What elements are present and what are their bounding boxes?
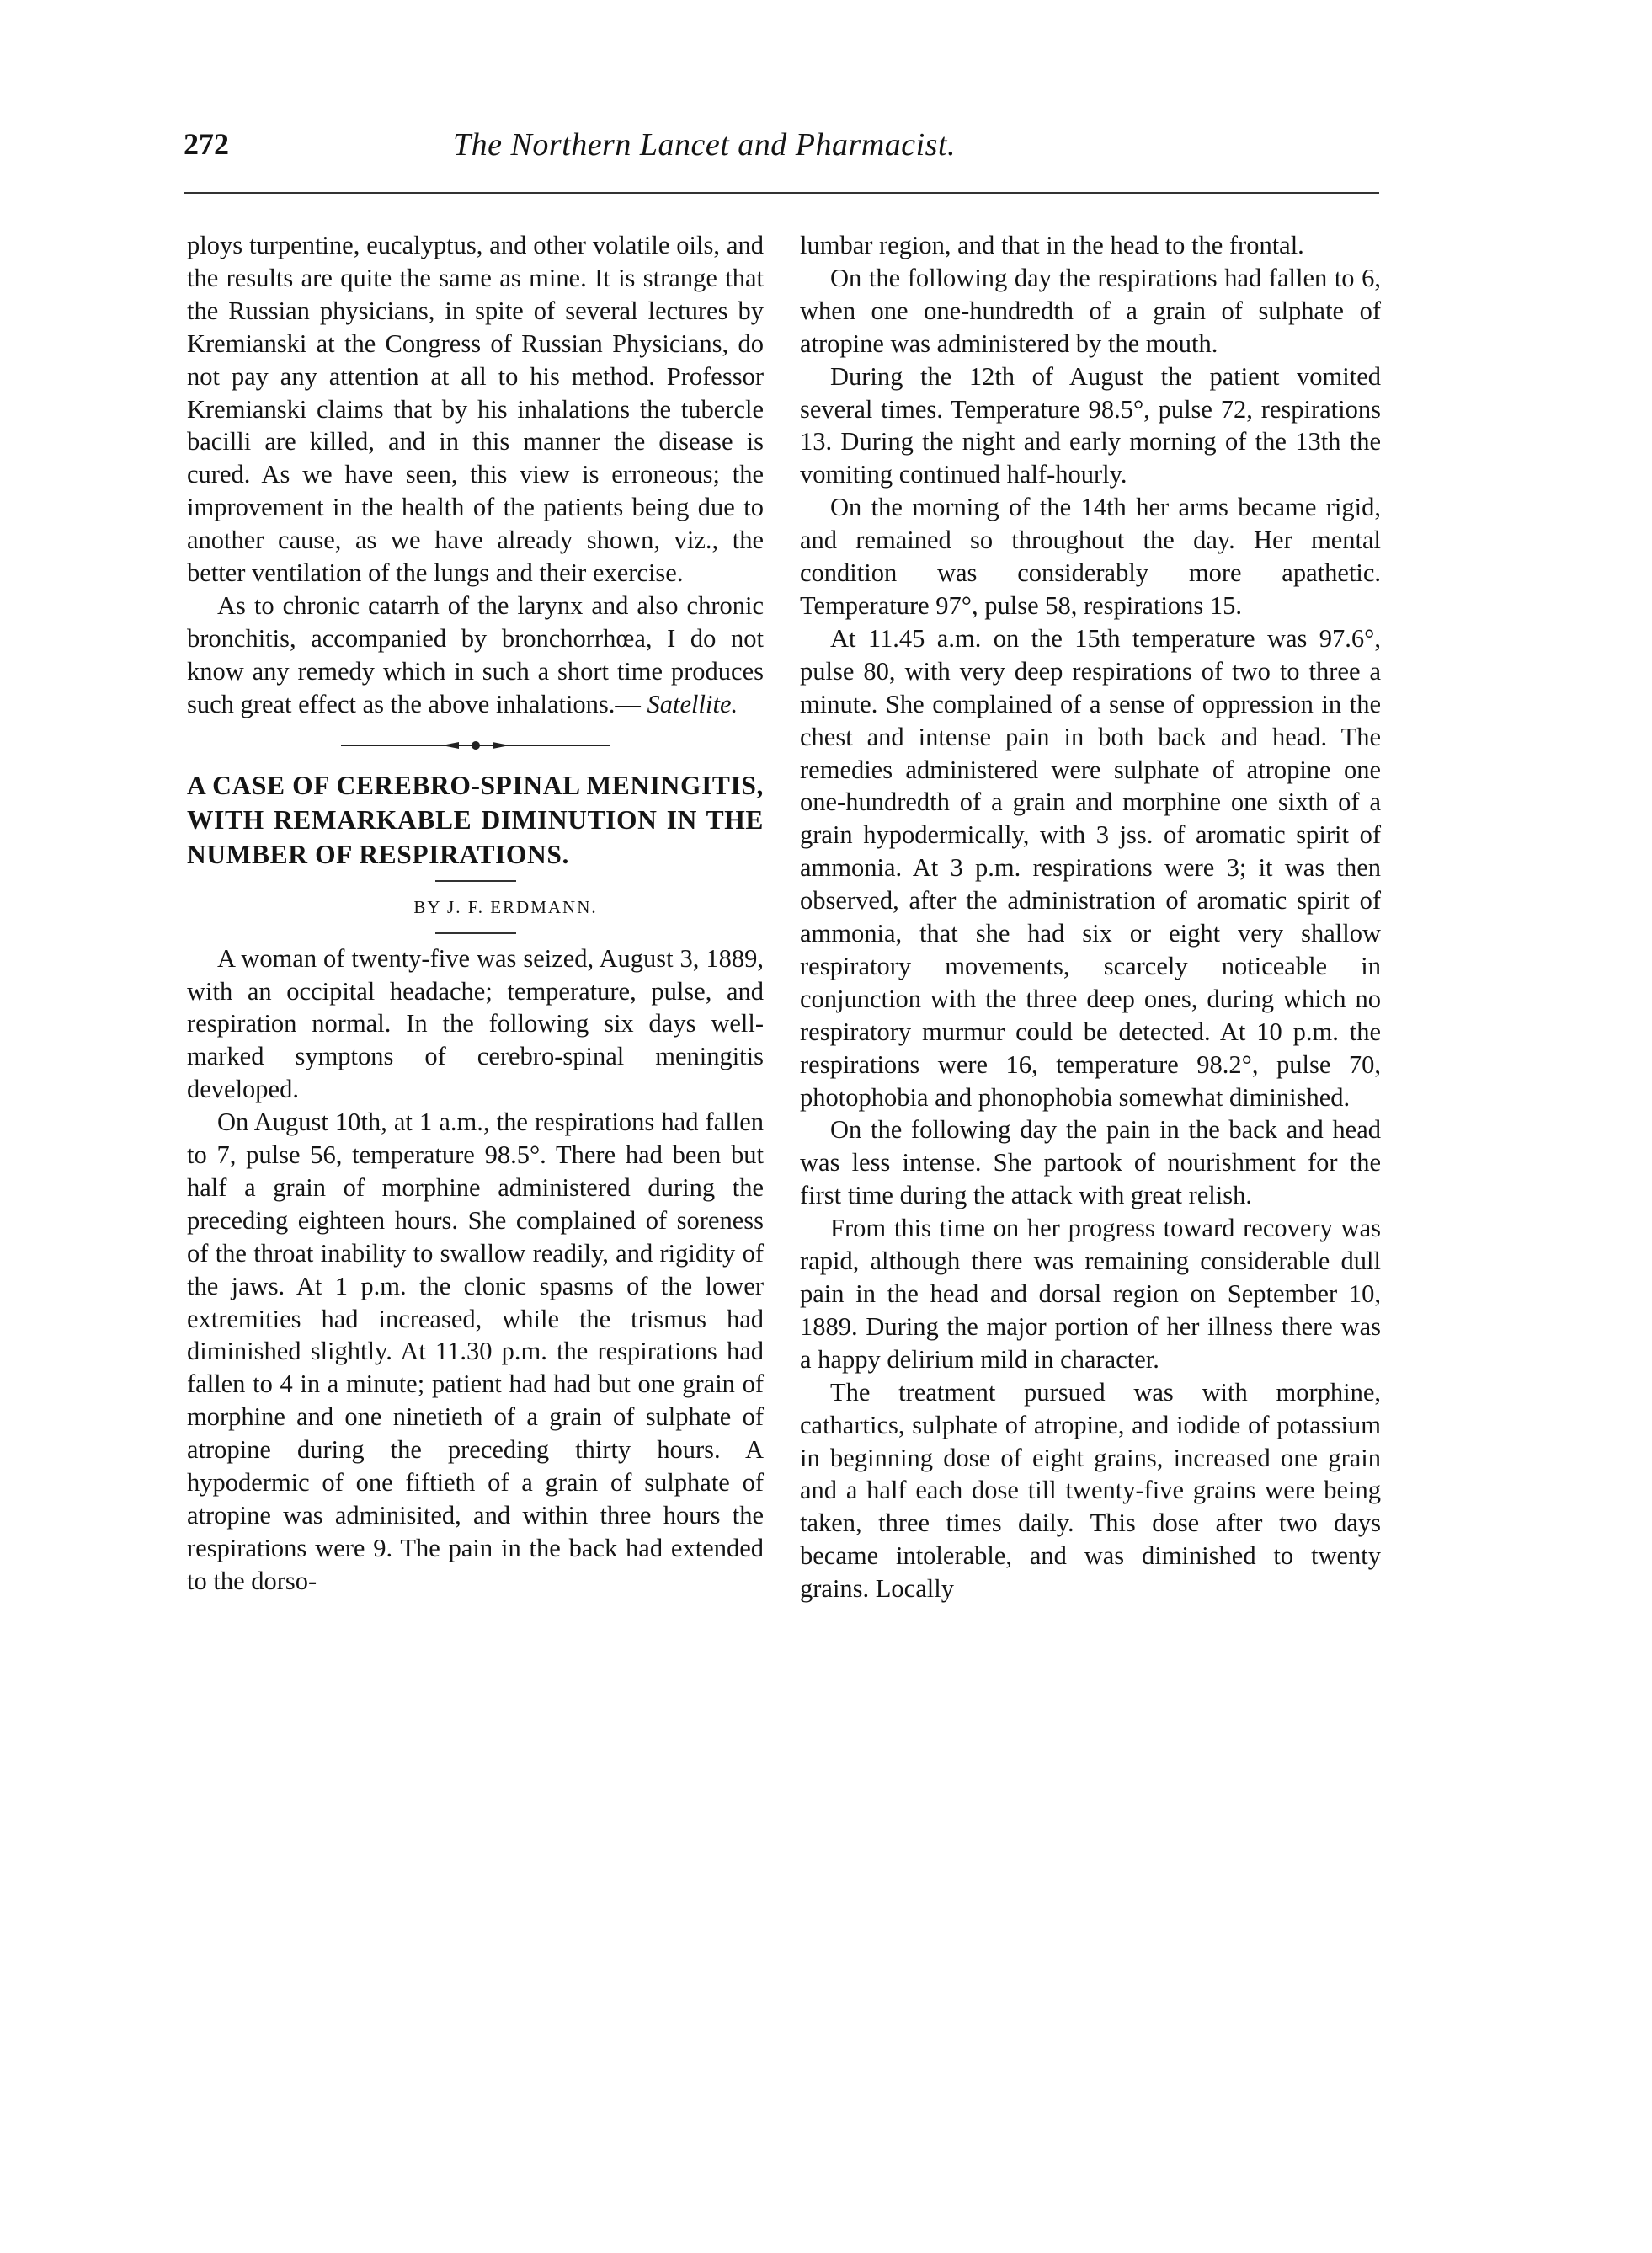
page-number: 272	[184, 127, 229, 161]
section-ornament	[324, 733, 627, 758]
paragraph: At 11.45 a.m. on the 15th temperature was 97.6°, pulse 80, with very deep respirations of two to three a minute. She complained of a sense of oppression in the chest and intense pain in both back and head. The remedies administered were sulphate of atropine one one-hundredth of a grain and morphine one sixth of a grain hypodermically, with 3 jss. of aromatic spirit of ammonia. At 3 p.m. respirations were 3; it was then observed, after the administration of aromatic spirit of ammonia, that she had six or eight very shallow respiratory movements, scarcely noticeable in conjunction with the three deep ones, during which no respiratory murmur could be detected. At 10 p.m. the respirations were 16, temperature 98.2°, pulse 70, photophobia and phonophobia somewhat diminished.	[800, 623, 1381, 1112]
paragraph: On the following day the respirations had fallen to 6, when one one-hundredth of a grain of sulphate of atropine was administered by the mouth.	[800, 263, 1381, 358]
title-rule	[435, 880, 516, 882]
continued-paragraph: ploys turpentine, eucalyptus, and other volatile oils, and the results are quite the same as mine. It is strange that the Russian physicians, in spite of several lectures by Kremianski at the Congress of Russian Physicians, do not pay any attention at all to his method. Professor Kremianski claims that by his inhalations the tubercle bacilli are killed, and in this manner the disease is cured. As we have seen, this view is erroneous; the improvement in the health of the patients being due to another cause, as we have already shown, viz., the better ventilation of the lungs and their exercise.	[187, 231, 764, 588]
paragraph: During the 12th of August the patient vomited several times. Temperature 98.5°, pulse 72, respirations 13. During the night and early morning of the 13th the vomiting continued half-hourly.	[800, 361, 1381, 489]
continued-paragraph: lumbar region, and that in the head to the frontal.	[800, 231, 1304, 259]
paragraph: On the following day the pain in the back and head was less intense. She partook of nourishment for the first time during the attack with great relish.	[800, 1115, 1381, 1210]
paragraph	[187, 590, 764, 721]
journal-title: The Northern Lancet and Pharmacist.	[453, 127, 956, 163]
left-column	[187, 229, 764, 1598]
paragraph: On August 10th, at 1 a.m., the respirations had fallen to 7, pulse 56, temperature 98.5°. There had been but half a grain of morphine administered during the preceding eighteen hours. She complained of soreness of the throat inability to swallow readily, and rigidity of the jaws. At 1 p.m. the clonic spasms of the lower extremities had increased, while the trismus had diminished slightly. At 11.30 p.m. the respirations had fallen to 4 in a minute; patient had had but one grain of morphine and one ninetieth of a grain of sulphate of atropine during the preceding thirty hours. A hypodermic of one fiftieth of a grain of sulphate of atropine was adminisited, and within three hours the respirations were 9. The pain in the back had extended to the dorso-	[187, 1108, 764, 1595]
byline-rule	[435, 932, 516, 934]
running-head	[184, 126, 1379, 177]
byline: BY J. F. ERDMANN.	[413, 896, 598, 917]
paragraph: A woman of twenty-five was seized, August 3, 1889, with an occipital headache; temperature, pulse, and respiration normal. In the following six days well-marked symptons of cerebro-spinal meningitis developed.	[187, 943, 764, 1104]
right-column	[800, 229, 1381, 1605]
header-rule	[184, 192, 1379, 194]
article-title: A CASE OF CEREBRO-SPINAL MENINGITIS, WITH REMARKABLE DIMINUTION IN THE NUMBER OF RESPIRATIONS.	[187, 770, 764, 869]
source-citation: Satellite.	[647, 689, 738, 718]
paragraph: The treatment pursued was with morphine, cathartics, sulphate of atropine, and iodide of potassium in beginning dose of eight grains, increased one grain and a half each dose till twenty-five grains were being taken, three times daily. This dose after two days became intolerable, and was diminished to twenty grains. Locally	[800, 1377, 1381, 1604]
paragraph-text: As to chronic catarrh of the larynx and also chronic bronchitis, accompanied by bronchorrhœa, I do not know any remedy which in such a short time produces such great effect as the above inhalations.—	[187, 590, 764, 718]
paragraph: On the morning of the 14th her arms became rigid, and remained so throughout the day. Her mental condition was considerably more apathetic. Temperature 97°, pulse 58, respirations 15.	[800, 493, 1381, 620]
paragraph: From this time on her progress toward recovery was rapid, although there was remaining considerable dull pain in the head and dorsal region on September 10, 1889. During the major portion of her illness there was a happy delirium mild in character.	[800, 1214, 1381, 1374]
